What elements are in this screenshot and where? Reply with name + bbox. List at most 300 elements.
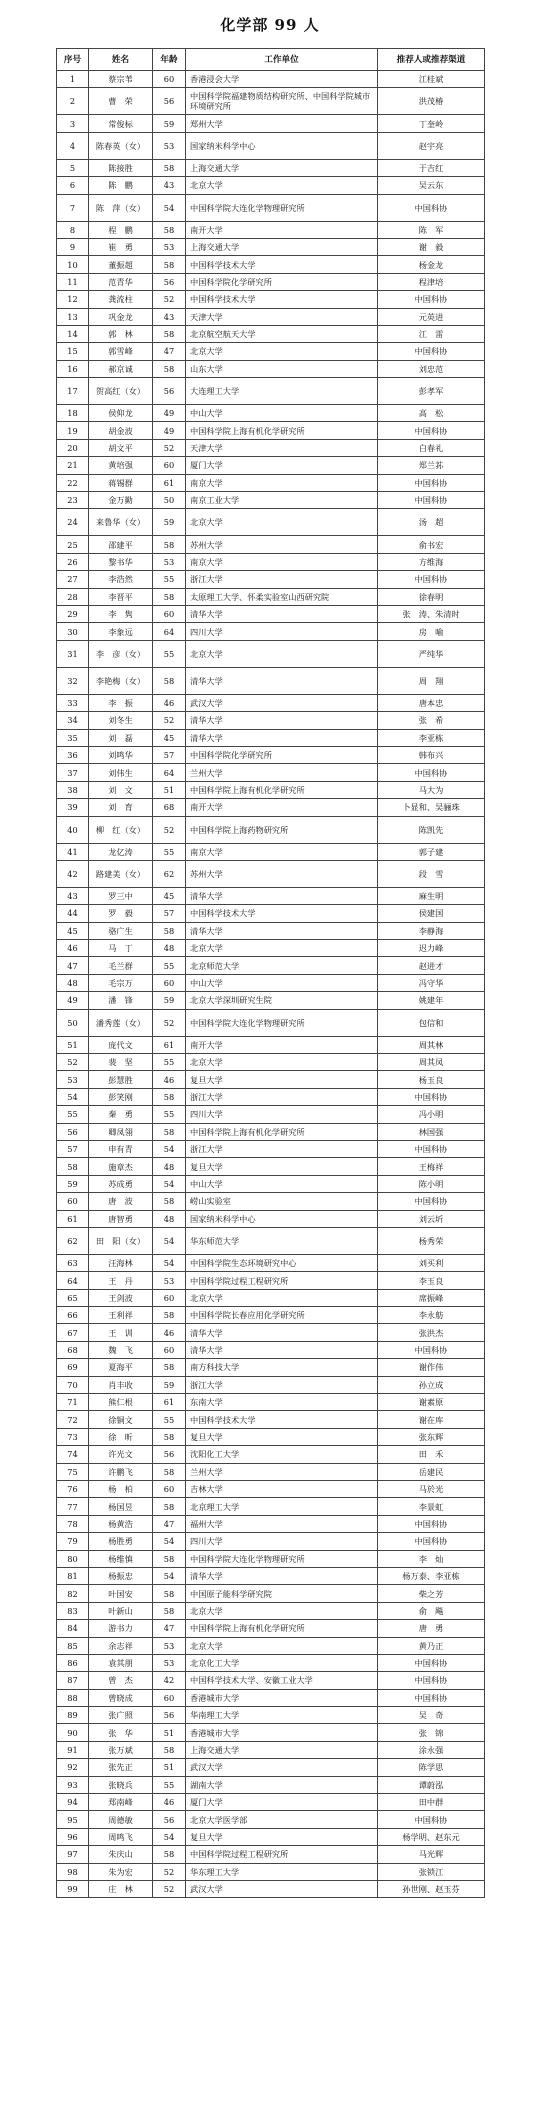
table-row	[57, 843, 485, 860]
cell-unit: 清华大学	[186, 1324, 378, 1341]
cell-age: 53	[153, 553, 186, 570]
cell-index: 64	[57, 1272, 89, 1289]
cell-unit: 清华大学	[186, 887, 378, 904]
cell-index: 23	[57, 492, 89, 509]
cell-index: 68	[57, 1341, 89, 1358]
cell-unit: 中国科学院化学研究所	[186, 273, 378, 290]
cell-name: 董振超	[89, 256, 153, 273]
cell-index: 83	[57, 1602, 89, 1619]
cell-unit: 中国科学技术大学、安徽工业大学	[186, 1672, 378, 1689]
cell-age: 64	[153, 623, 186, 640]
cell-unit: 北京理工大学	[186, 1498, 378, 1515]
cell-index: 96	[57, 1828, 89, 1845]
table-row	[57, 1515, 485, 1532]
cell-recommender: 冯守华	[378, 974, 485, 991]
table-row	[57, 159, 485, 176]
cell-index: 80	[57, 1550, 89, 1567]
table-row	[57, 922, 485, 939]
cell-name: 范青华	[89, 273, 153, 290]
table-row	[57, 940, 485, 957]
table-row	[57, 1481, 485, 1498]
cell-age: 53	[153, 1272, 186, 1289]
cell-name: 骆广生	[89, 922, 153, 939]
cell-recommender: 张锁江	[378, 1863, 485, 1880]
cell-index: 75	[57, 1463, 89, 1480]
table-row	[57, 1307, 485, 1324]
table-row	[57, 194, 485, 221]
cell-unit: 厦门大学	[186, 1794, 378, 1811]
cell-unit: 复旦大学	[186, 1428, 378, 1445]
cell-recommender: 汤 超	[378, 509, 485, 536]
cell-index: 1	[57, 71, 89, 88]
cell-index: 58	[57, 1158, 89, 1175]
cell-recommender: 中国科协	[378, 764, 485, 781]
cell-name: 李艳梅（女）	[89, 667, 153, 694]
cell-recommender: 严纯华	[378, 640, 485, 667]
cell-name: 唐智勇	[89, 1210, 153, 1227]
cell-recommender: 中国科协	[378, 1088, 485, 1105]
cell-index: 31	[57, 640, 89, 667]
cell-recommender: 徐春明	[378, 588, 485, 605]
table-row	[57, 667, 485, 694]
cell-name: 路建美（女）	[89, 860, 153, 887]
cell-recommender: 洪茂椿	[378, 88, 485, 115]
cell-recommender: 吴 奇	[378, 1707, 485, 1724]
table-row	[57, 439, 485, 456]
cell-name: 刘鸣华	[89, 746, 153, 763]
table-row	[57, 1054, 485, 1071]
cell-unit: 南开大学	[186, 799, 378, 816]
cell-unit: 香港城市大学	[186, 1724, 378, 1741]
cell-index: 9	[57, 238, 89, 255]
cell-name: 徐铜文	[89, 1411, 153, 1428]
table-row	[57, 1376, 485, 1393]
cell-name: 周德敏	[89, 1811, 153, 1828]
table-row	[57, 422, 485, 439]
cell-age: 60	[153, 605, 186, 622]
table-row	[57, 1411, 485, 1428]
table-row	[57, 71, 485, 88]
cell-recommender: 中国科协	[378, 492, 485, 509]
cell-index: 78	[57, 1515, 89, 1532]
table-row	[57, 474, 485, 491]
cell-index: 34	[57, 712, 89, 729]
cell-index: 8	[57, 221, 89, 238]
cell-recommender: 周 翔	[378, 667, 485, 694]
cell-index: 44	[57, 905, 89, 922]
cell-age: 58	[153, 922, 186, 939]
cell-name: 余志祥	[89, 1637, 153, 1654]
cell-age: 55	[153, 1776, 186, 1793]
table-row	[57, 1009, 485, 1036]
cell-index: 97	[57, 1846, 89, 1863]
cell-name: 王利祥	[89, 1307, 153, 1324]
cell-name: 施章杰	[89, 1158, 153, 1175]
cell-index: 37	[57, 764, 89, 781]
cell-age: 52	[153, 816, 186, 843]
cell-index: 49	[57, 992, 89, 1009]
table-row	[57, 1498, 485, 1515]
cell-age: 53	[153, 238, 186, 255]
table-row	[57, 492, 485, 509]
table-row	[57, 1533, 485, 1550]
cell-age: 45	[153, 887, 186, 904]
cell-recommender: 中国科协	[378, 1811, 485, 1828]
cell-recommender: 谢素原	[378, 1394, 485, 1411]
cell-age: 57	[153, 746, 186, 763]
cell-name: 蒋锡群	[89, 474, 153, 491]
cell-name: 陈接胜	[89, 159, 153, 176]
table-row	[57, 1428, 485, 1445]
cell-recommender: 李静海	[378, 922, 485, 939]
cell-recommender: 中国科协	[378, 571, 485, 588]
cell-unit: 北京航空航天大学	[186, 325, 378, 342]
cell-name: 肖丰收	[89, 1376, 153, 1393]
cell-unit: 华东师范大学	[186, 1227, 378, 1254]
cell-recommender: 俞书宏	[378, 536, 485, 553]
table-row	[57, 1036, 485, 1053]
cell-unit: 复旦大学	[186, 1158, 378, 1175]
cell-name: 刘冬生	[89, 712, 153, 729]
cell-recommender: 唐本忠	[378, 694, 485, 711]
table-row	[57, 1394, 485, 1411]
cell-age: 58	[153, 256, 186, 273]
table-row	[57, 1158, 485, 1175]
cell-index: 92	[57, 1759, 89, 1776]
cell-name: 陈春英（女）	[89, 132, 153, 159]
cell-index: 29	[57, 605, 89, 622]
cell-index: 27	[57, 571, 89, 588]
cell-unit: 南京大学	[186, 474, 378, 491]
cell-age: 58	[153, 1359, 186, 1376]
cell-unit: 北京大学	[186, 343, 378, 360]
cell-age: 58	[153, 536, 186, 553]
header-age: 年龄	[153, 49, 186, 71]
cell-index: 40	[57, 816, 89, 843]
cell-age: 52	[153, 1863, 186, 1880]
cell-age: 46	[153, 1071, 186, 1088]
cell-index: 70	[57, 1376, 89, 1393]
cell-index: 55	[57, 1106, 89, 1123]
cell-age: 58	[153, 325, 186, 342]
cell-index: 53	[57, 1071, 89, 1088]
table-row	[57, 1672, 485, 1689]
cell-recommender: 元英进	[378, 308, 485, 325]
table-row	[57, 378, 485, 405]
cell-name: 李 隽	[89, 605, 153, 622]
table-row	[57, 1289, 485, 1306]
cell-name: 张万斌	[89, 1741, 153, 1758]
cell-age: 60	[153, 457, 186, 474]
cell-age: 53	[153, 132, 186, 159]
cell-recommender: 孙世刚、赵玉芬	[378, 1880, 485, 1897]
cell-unit: 厦门大学	[186, 457, 378, 474]
cell-recommender: 中国科协	[378, 1140, 485, 1157]
cell-name: 唐 波	[89, 1193, 153, 1210]
cell-age: 61	[153, 1394, 186, 1411]
header-recommender: 推荐人或推荐渠道	[378, 49, 485, 71]
cell-unit: 北京大学	[186, 640, 378, 667]
cell-unit: 中国科学院上海有机化学研究所	[186, 422, 378, 439]
cell-name: 王 丹	[89, 1272, 153, 1289]
cell-unit: 北京师范大学	[186, 957, 378, 974]
table-row	[57, 1341, 485, 1358]
cell-age: 55	[153, 640, 186, 667]
cell-age: 59	[153, 115, 186, 132]
cell-unit: 清华大学	[186, 667, 378, 694]
table-row	[57, 256, 485, 273]
cell-unit: 苏州大学	[186, 860, 378, 887]
cell-unit: 中国科学院上海有机化学研究所	[186, 1620, 378, 1637]
cell-name: 陈 鹏	[89, 177, 153, 194]
cell-unit: 兰州大学	[186, 764, 378, 781]
cell-age: 54	[153, 1227, 186, 1254]
cell-recommender: 杨金龙	[378, 256, 485, 273]
cell-index: 72	[57, 1411, 89, 1428]
cell-index: 77	[57, 1498, 89, 1515]
table-row	[57, 1227, 485, 1254]
table-header-row	[57, 49, 485, 71]
cell-unit: 华南理工大学	[186, 1707, 378, 1724]
cell-recommender: 谢 毅	[378, 238, 485, 255]
cell-unit: 东南大学	[186, 1394, 378, 1411]
table-row	[57, 308, 485, 325]
cell-unit: 清华大学	[186, 605, 378, 622]
cell-index: 17	[57, 378, 89, 405]
cell-recommender: 中国科协	[378, 1193, 485, 1210]
cell-recommender: 房 喻	[378, 623, 485, 640]
cell-age: 54	[153, 1140, 186, 1157]
cell-unit: 北京大学	[186, 1289, 378, 1306]
cell-name: 田 阳（女）	[89, 1227, 153, 1254]
cell-unit: 湖南大学	[186, 1776, 378, 1793]
cell-recommender: 林国强	[378, 1123, 485, 1140]
cell-age: 55	[153, 957, 186, 974]
cell-index: 25	[57, 536, 89, 553]
cell-unit: 中国科学技术大学	[186, 1411, 378, 1428]
cell-recommender: 孙立成	[378, 1376, 485, 1393]
cell-age: 53	[153, 1654, 186, 1671]
cell-index: 33	[57, 694, 89, 711]
candidate-table	[56, 48, 485, 1898]
cell-index: 19	[57, 422, 89, 439]
cell-age: 64	[153, 764, 186, 781]
table-row	[57, 1602, 485, 1619]
cell-recommender: 张 锦	[378, 1724, 485, 1741]
cell-name: 张 华	[89, 1724, 153, 1741]
cell-unit: 中国科学院上海药物研究所	[186, 816, 378, 843]
cell-index: 63	[57, 1254, 89, 1271]
table-row	[57, 457, 485, 474]
cell-name: 胡金波	[89, 422, 153, 439]
cell-age: 54	[153, 1175, 186, 1192]
cell-index: 36	[57, 746, 89, 763]
cell-unit: 北京化工大学	[186, 1654, 378, 1671]
table-row	[57, 887, 485, 904]
cell-recommender: 张东辉	[378, 1428, 485, 1445]
cell-index: 42	[57, 860, 89, 887]
cell-index: 28	[57, 588, 89, 605]
cell-age: 55	[153, 843, 186, 860]
cell-unit: 天津大学	[186, 439, 378, 456]
cell-recommender: 刘云圻	[378, 1210, 485, 1227]
cell-name: 杨国昱	[89, 1498, 153, 1515]
cell-name: 曾 杰	[89, 1672, 153, 1689]
cell-age: 47	[153, 1515, 186, 1532]
table-row	[57, 1707, 485, 1724]
cell-age: 58	[153, 1741, 186, 1758]
cell-recommender: 周其林	[378, 1036, 485, 1053]
cell-recommender: 卜显和、吴骊珠	[378, 799, 485, 816]
cell-name: 罗三中	[89, 887, 153, 904]
table-row	[57, 764, 485, 781]
cell-name: 龚流柱	[89, 291, 153, 308]
cell-age: 58	[153, 159, 186, 176]
cell-unit: 香港城市大学	[186, 1689, 378, 1706]
cell-name: 潘 锋	[89, 992, 153, 1009]
cell-unit: 武汉大学	[186, 1880, 378, 1897]
cell-recommender: 马大为	[378, 781, 485, 798]
cell-recommender: 刘买利	[378, 1254, 485, 1271]
cell-recommender: 杨学明、赵东元	[378, 1828, 485, 1845]
cell-name: 金万勤	[89, 492, 153, 509]
cell-recommender: 王梅祥	[378, 1158, 485, 1175]
table-row	[57, 1794, 485, 1811]
cell-name: 龙亿涛	[89, 843, 153, 860]
cell-unit: 浙江大学	[186, 1140, 378, 1157]
cell-age: 48	[153, 1158, 186, 1175]
cell-index: 7	[57, 194, 89, 221]
cell-unit: 四川大学	[186, 1533, 378, 1550]
cell-name: 李象远	[89, 623, 153, 640]
cell-unit: 大连理工大学	[186, 378, 378, 405]
cell-recommender: 柴之芳	[378, 1585, 485, 1602]
cell-name: 郝京诚	[89, 360, 153, 377]
cell-index: 94	[57, 1794, 89, 1811]
table-row	[57, 238, 485, 255]
cell-index: 76	[57, 1481, 89, 1498]
cell-recommender: 赵进才	[378, 957, 485, 974]
cell-recommender: 席振峰	[378, 1289, 485, 1306]
cell-recommender: 谢在库	[378, 1411, 485, 1428]
table-row	[57, 694, 485, 711]
cell-name: 朱庆山	[89, 1846, 153, 1863]
cell-recommender: 周其凤	[378, 1054, 485, 1071]
cell-index: 74	[57, 1446, 89, 1463]
table-row	[57, 291, 485, 308]
cell-unit: 四川大学	[186, 623, 378, 640]
cell-recommender: 白春礼	[378, 439, 485, 456]
cell-name: 夏海平	[89, 1359, 153, 1376]
cell-age: 68	[153, 799, 186, 816]
cell-index: 95	[57, 1811, 89, 1828]
cell-name: 郭 林	[89, 325, 153, 342]
table-row	[57, 177, 485, 194]
cell-unit: 太原理工大学、怀柔实验室山西研究院	[186, 588, 378, 605]
table-row	[57, 729, 485, 746]
table-row	[57, 1210, 485, 1227]
cell-unit: 中山大学	[186, 405, 378, 422]
cell-name: 许光文	[89, 1446, 153, 1463]
cell-name: 杨 柏	[89, 1481, 153, 1498]
cell-recommender: 张 希	[378, 712, 485, 729]
cell-index: 6	[57, 177, 89, 194]
cell-age: 58	[153, 1307, 186, 1324]
cell-recommender: 江 雷	[378, 325, 485, 342]
cell-index: 81	[57, 1567, 89, 1584]
cell-recommender: 黄乃正	[378, 1637, 485, 1654]
cell-unit: 南方科技大学	[186, 1359, 378, 1376]
cell-name: 游书力	[89, 1620, 153, 1637]
cell-age: 58	[153, 1463, 186, 1480]
cell-age: 58	[153, 1846, 186, 1863]
table-row	[57, 1654, 485, 1671]
cell-age: 60	[153, 1689, 186, 1706]
cell-name: 庞代文	[89, 1036, 153, 1053]
table-row	[57, 1880, 485, 1897]
cell-recommender: 陈学思	[378, 1759, 485, 1776]
cell-index: 62	[57, 1227, 89, 1254]
cell-age: 60	[153, 71, 186, 88]
cell-age: 53	[153, 1637, 186, 1654]
table-row	[57, 536, 485, 553]
table-row	[57, 1846, 485, 1863]
cell-name: 胡文平	[89, 439, 153, 456]
cell-index: 32	[57, 667, 89, 694]
cell-age: 46	[153, 694, 186, 711]
cell-recommender: 中国科协	[378, 1515, 485, 1532]
table-row	[57, 588, 485, 605]
cell-age: 58	[153, 1193, 186, 1210]
table-row	[57, 1140, 485, 1157]
cell-unit: 北京大学	[186, 1637, 378, 1654]
cell-unit: 清华大学	[186, 922, 378, 939]
cell-unit: 中国科学院大连化学物理研究所	[186, 1009, 378, 1036]
table-row	[57, 1463, 485, 1480]
cell-recommender: 郭子建	[378, 843, 485, 860]
cell-recommender: 李永舫	[378, 1307, 485, 1324]
cell-index: 90	[57, 1724, 89, 1741]
cell-recommender: 张洪杰	[378, 1324, 485, 1341]
cell-name: 毛宗万	[89, 974, 153, 991]
cell-unit: 中国原子能科学研究院	[186, 1585, 378, 1602]
page-title: 化学部 99 人	[220, 16, 320, 34]
cell-recommender: 田中群	[378, 1794, 485, 1811]
cell-age: 48	[153, 1210, 186, 1227]
table-row	[57, 553, 485, 570]
cell-index: 30	[57, 623, 89, 640]
table-row	[57, 115, 485, 132]
table-row	[57, 1359, 485, 1376]
cell-age: 61	[153, 1036, 186, 1053]
cell-name: 卿凤翎	[89, 1123, 153, 1140]
cell-recommender: 中国科协	[378, 194, 485, 221]
table-row	[57, 1637, 485, 1654]
cell-name: 彭慧胜	[89, 1071, 153, 1088]
cell-name: 黎书华	[89, 553, 153, 570]
cell-name: 潘秀莲（女）	[89, 1009, 153, 1036]
cell-recommender: 郑兰荪	[378, 457, 485, 474]
cell-recommender: 涂永强	[378, 1741, 485, 1758]
cell-name: 魏 飞	[89, 1341, 153, 1358]
cell-unit: 中国科学院过程工程研究所	[186, 1846, 378, 1863]
cell-age: 58	[153, 360, 186, 377]
cell-unit: 香港浸会大学	[186, 71, 378, 88]
cell-age: 60	[153, 1341, 186, 1358]
cell-name: 郑南峰	[89, 1794, 153, 1811]
cell-name: 贺高红（女）	[89, 378, 153, 405]
cell-recommender: 唐 勇	[378, 1620, 485, 1637]
